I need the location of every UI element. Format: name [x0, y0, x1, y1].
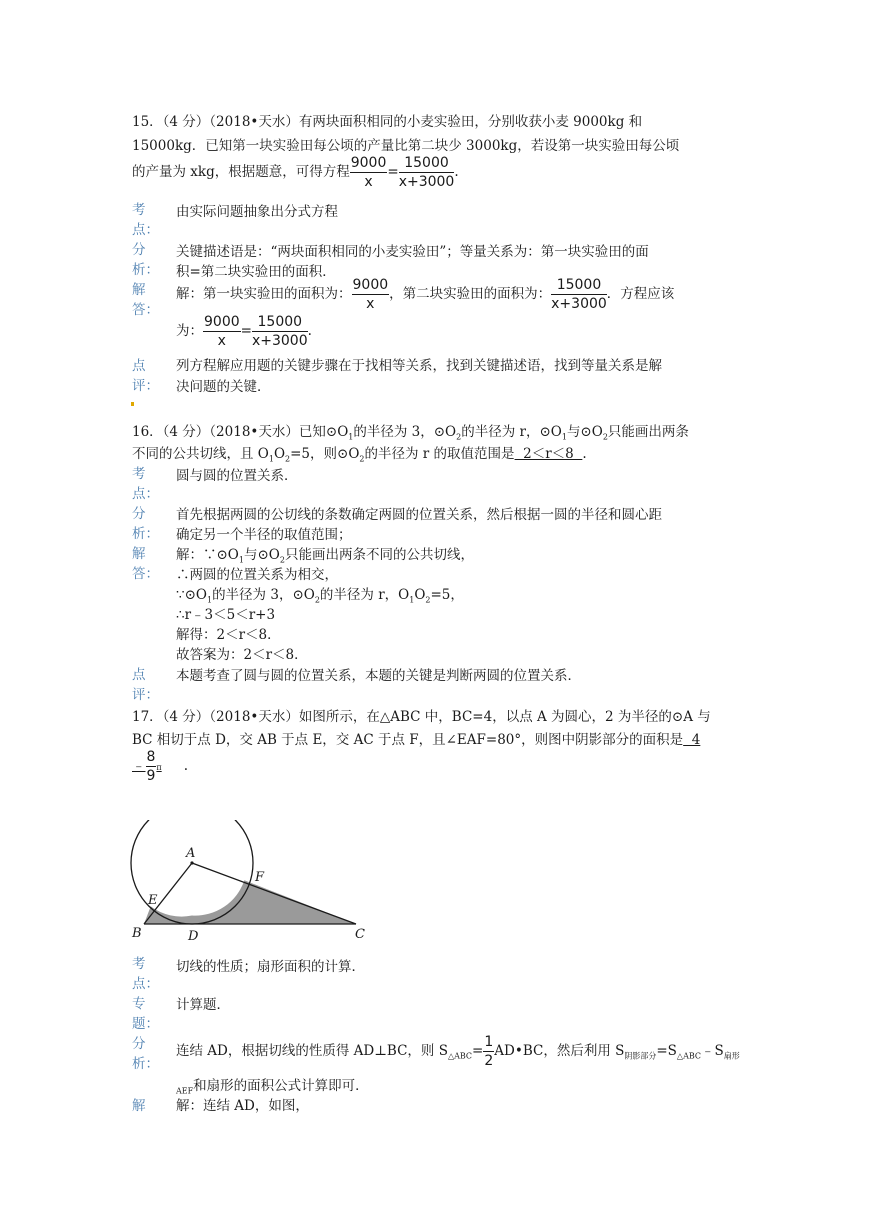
subscript: 2: [314, 595, 320, 605]
label-e: E: [148, 893, 158, 908]
period: .: [183, 758, 188, 774]
label-zhuanti-1: 专: [132, 996, 146, 1012]
text: 与⊙O: [243, 547, 280, 563]
subscript: 1: [206, 595, 213, 605]
shaded-region: [144, 880, 356, 924]
q16-jieda-5: 解得：2＜r＜8．: [176, 627, 281, 643]
period: .: [307, 323, 312, 339]
text: =: [472, 1043, 484, 1059]
text: ．方程应该: [606, 286, 675, 302]
subscript: △ABC: [447, 1051, 473, 1061]
label-kaodian-2: 点：: [132, 486, 159, 502]
text: AD•BC，然后利用 S: [494, 1043, 625, 1059]
q16-jieda-4: ∴r﹣3＜5＜r+3: [176, 607, 276, 623]
text: =S: [656, 1043, 677, 1059]
minus-sign: ﹣: [132, 758, 146, 774]
subscript: 1: [348, 432, 354, 442]
label-dianping-2: 评：: [132, 378, 159, 394]
label-fenxi-2: 析：: [132, 526, 159, 542]
q16-jieda-6: 故答案为：2＜r＜8．: [176, 647, 308, 663]
q17-kaodian: 切线的性质；扇形面积的计算．: [176, 959, 365, 975]
label-zhuanti-2: 题：: [132, 1016, 159, 1032]
text: 的半径为 3，⊙O: [353, 424, 457, 440]
q16-fenxi-2: 确定另一个半径的取值范围；: [176, 527, 352, 543]
q17-zhuanti: 计算题．: [176, 997, 230, 1013]
text: 的半径为 r，⊙O: [461, 424, 562, 440]
label-fenxi-1: 分: [132, 506, 146, 522]
period: .: [454, 164, 459, 180]
q15-line3-text: 的产量为 xkg，根据题意，可得方程: [132, 164, 350, 180]
q15-fraction-left: [350, 156, 388, 189]
text: 16．（4 分）（2018•天水）已知⊙O: [132, 424, 349, 440]
subscript: 1: [561, 432, 567, 442]
label-jieda-1: 解: [132, 1098, 146, 1114]
subscript: 2: [456, 432, 462, 442]
label-kaodian-1: 考: [132, 956, 146, 972]
text: 只能画出两条: [607, 424, 689, 440]
q15-fraction-right: [399, 156, 455, 189]
q17-line1: 17．（4 分）（2018•天水）如图所示，在△ABC 中，BC=4，以点 A 为圆心，2 为半径的⊙A 与: [132, 709, 711, 725]
text: O: [414, 587, 426, 603]
numerator: 9000: [352, 277, 389, 293]
q16-jieda-3: [176, 583, 464, 605]
label-jieda-2: 答：: [132, 302, 159, 318]
denominator: x: [366, 296, 375, 312]
label-dianping-1: 点: [132, 667, 146, 683]
label-kaodian-2: 点：: [132, 222, 159, 238]
denominator: x: [364, 174, 373, 190]
q15-jieda-1: [176, 278, 674, 311]
denominator: x+3000: [398, 174, 455, 190]
text: 的半径为 r 的取值范围是: [364, 446, 515, 462]
numerator: 15000: [252, 315, 308, 332]
text: O: [273, 446, 286, 462]
numerator: 9000: [350, 155, 387, 171]
label-fenxi-1: 分: [132, 1036, 146, 1052]
label-jieda-2: 答：: [132, 566, 159, 582]
marker-dot: [131, 402, 134, 406]
q17-fenxi-2: [176, 1074, 369, 1096]
text: 和扇形的面积公式计算即可．: [193, 1078, 369, 1094]
denominator: 2: [484, 1053, 494, 1069]
text: ﹣S: [701, 1043, 724, 1059]
text: 为：: [176, 323, 203, 339]
subscript: 2: [279, 555, 285, 565]
text: 的半径为 3，⊙O: [212, 587, 315, 603]
label-d: D: [188, 929, 199, 944]
period: .: [582, 446, 587, 462]
q15-line1: 15．（4 分）（2018•天水）有两块面积相同的小麦实验田，分别收获小麦 9000kg 和: [132, 114, 643, 130]
subscript: 2: [285, 454, 291, 464]
text: =5，则⊙O: [290, 446, 360, 462]
equals-sign: =: [387, 164, 399, 180]
q16-line2: [132, 442, 587, 464]
text: =5，: [430, 587, 464, 603]
fraction: [252, 315, 308, 348]
subscript: 阴影部分: [624, 1051, 657, 1061]
q15-jieda-2: [176, 315, 312, 348]
label-jieda-1: 解: [132, 282, 146, 298]
answer-blank: 2＜r＜8: [514, 446, 583, 462]
text: ∵⊙O: [176, 587, 207, 603]
q17-jieda-1: 解：连结 AD，如图，: [176, 1098, 309, 1114]
numerator: 1: [484, 1034, 494, 1050]
fraction: [551, 278, 607, 311]
fraction: [203, 315, 241, 348]
fraction: [146, 750, 157, 783]
equals-sign: =: [240, 323, 252, 339]
label-kaodian-1: 考: [132, 466, 146, 482]
subscript: 1: [409, 595, 415, 605]
text: ，第二块实验田的面积为：: [389, 286, 552, 302]
label-f: F: [255, 870, 265, 885]
q16-line1: [132, 420, 689, 442]
q17-line2: [132, 728, 700, 748]
q15-fenxi-1: 关键描述语是：“两块面积相同的小麦实验田”；等量关系为：第一块实验田的面: [176, 244, 649, 260]
pi-symbol: π: [156, 763, 162, 772]
q17-fenxi-1: [176, 1035, 740, 1068]
text: 解：第一块实验田的面积为：: [176, 286, 352, 302]
numerator: 15000: [399, 156, 455, 173]
q16-jieda-2: ∴两圆的位置关系为相交，: [176, 567, 338, 583]
label-c: C: [355, 927, 365, 942]
denominator: x: [217, 333, 226, 349]
label-b: B: [132, 926, 142, 941]
q17-answer-cont: [132, 750, 188, 783]
subscript: 1: [268, 454, 274, 464]
numerator: 8: [146, 749, 156, 765]
q15-dianping-1: 列方程解应用题的关键步骤在于找相等关系，找到关键描述语，找到等量关系是解: [176, 358, 662, 374]
q15-kaodian: 由实际问题抽象出分式方程: [176, 204, 338, 220]
fraction: [483, 1035, 494, 1068]
text: 只能画出两条不同的公共切线，: [284, 547, 474, 563]
q15-line2: 15000kg．已知第一块实验田每公顷的产量比第二块少 3000kg，若设第一块实验田每公顷: [132, 138, 680, 154]
label-kaodian-2: 点：: [132, 976, 159, 992]
numerator: 9000: [204, 314, 240, 330]
text: 不同的公共切线，且 O: [132, 446, 269, 462]
q16-dianping: 本题考查了圆与圆的位置关系，本题的关键是判断两圆的位置关系．: [176, 668, 581, 684]
label-kaodian-1: 考: [132, 202, 146, 218]
label-dianping-2: 评：: [132, 687, 159, 703]
text: 连结 AD，根据切线的性质得 AD⊥BC，则 S: [176, 1043, 448, 1059]
text: BC 相切于点 D，交 AB 于点 E，交 AC 于点 F，且∠EAF=80°，则图中阴影部分的面积是: [132, 732, 684, 748]
geometry-figure: [124, 820, 374, 950]
label-dianping-1: 点: [132, 358, 146, 374]
denominator: x+3000: [551, 296, 607, 312]
subscript: △ABC: [676, 1051, 701, 1061]
text: 解：∵⊙O: [176, 547, 239, 563]
q16-jieda-1: [176, 543, 474, 565]
subscript: 扇形: [723, 1051, 740, 1061]
subscript: 2: [425, 595, 431, 605]
denominator: 9: [146, 768, 156, 784]
text: 的半径为 r，O: [319, 587, 410, 603]
label-a: A: [186, 846, 196, 861]
answer-blank: 4: [683, 732, 701, 748]
q16-kaodian: 圆与圆的位置关系．: [176, 468, 298, 484]
q16-fenxi-1: 首先根据两圆的公切线的条数确定两圆的位置关系，然后根据一圆的半径和圆心距: [176, 507, 662, 523]
answer-blank-cont: [132, 749, 184, 784]
text: 与⊙O: [566, 424, 603, 440]
denominator: x+3000: [251, 333, 308, 349]
subscript: 2: [359, 454, 365, 464]
q15-dianping-2: 决问题的关键．: [176, 379, 271, 395]
subscript: 2: [602, 432, 608, 442]
center-point: [190, 861, 193, 864]
label-fenxi-2: 析：: [132, 1056, 159, 1072]
q15-fenxi-2: 积=第二块实验田的面积．: [176, 264, 336, 280]
label-jieda-1: 解: [132, 546, 146, 562]
fraction: [352, 278, 390, 311]
numerator: 15000: [551, 278, 607, 295]
q15-line3: [132, 156, 459, 189]
label-fenxi-2: 析：: [132, 262, 159, 278]
subscript: AEF: [176, 1086, 194, 1096]
label-fenxi-1: 分: [132, 242, 146, 258]
subscript: 1: [238, 555, 244, 565]
